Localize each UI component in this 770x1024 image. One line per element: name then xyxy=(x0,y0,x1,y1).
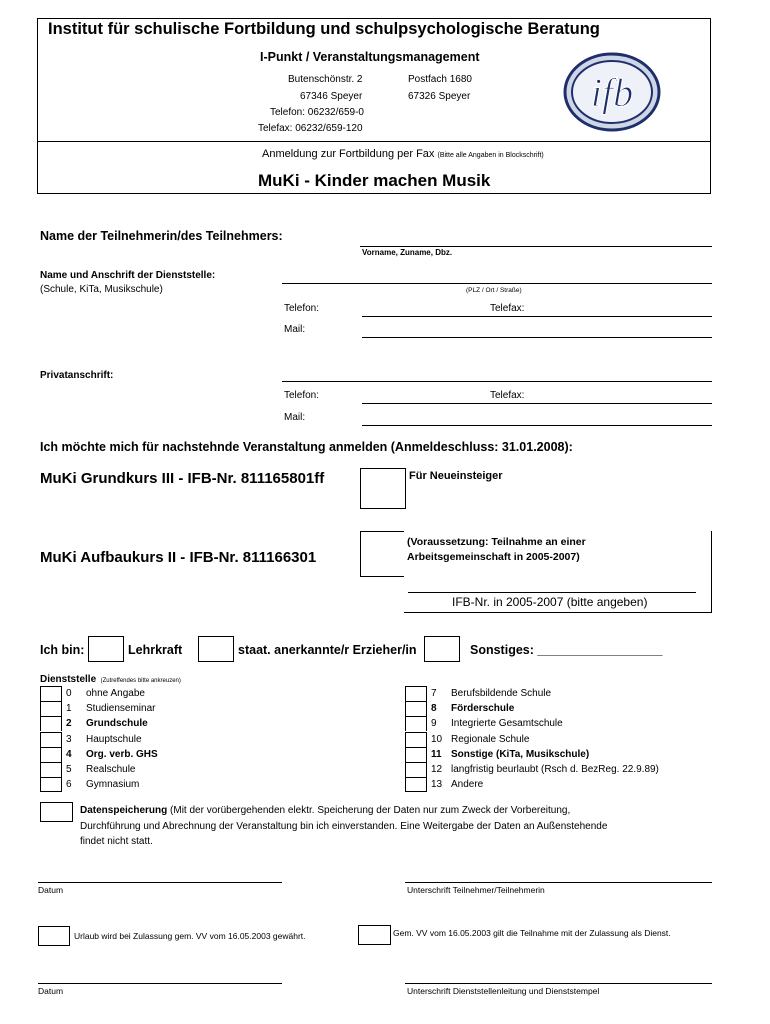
dienststelle-label: Hauptschule xyxy=(86,733,142,745)
dienststelle-label: Berufsbildende Schule xyxy=(451,688,552,699)
dienststelle-checkbox[interactable] xyxy=(405,777,427,792)
dienststelle-label: Org. verb. GHS xyxy=(86,748,158,760)
po-box: Postfach 1680 xyxy=(408,74,472,85)
dienststelle-checkbox[interactable] xyxy=(40,686,62,701)
dienststelle-number: 8 xyxy=(431,703,437,715)
dienststelle-number: 0 xyxy=(66,688,72,699)
dienststelle-checkbox[interactable] xyxy=(405,732,427,747)
office-fax-label: Telefax: xyxy=(490,303,525,314)
dienststelle-option xyxy=(405,701,514,716)
private-mail-line[interactable] xyxy=(362,425,712,426)
leave-granted-label: Urlaub wird bei Zulassung gem. VV vom 16.05.2003 gewährt. xyxy=(74,931,306,941)
dienststelle-label: Andere xyxy=(451,779,484,791)
office-address-sublabel: (Schule, KiTa, Musikschule) xyxy=(40,284,163,295)
institute-title: Institut für schulische Fortbildung und schulpsychologische Beratung xyxy=(48,20,600,38)
dienststelle-label: Regionale Schule xyxy=(451,733,530,745)
course1-title: MuKi Grundkurs III - IFB-Nr. 811165801ff xyxy=(40,470,325,487)
dienststelle-right-list xyxy=(405,686,735,793)
role-other-checkbox[interactable] xyxy=(424,636,460,662)
privacy-line2: Durchführung und Abrechnung der Veranstaltung bin ich einverstanden. Eine Weitergabe der Daten an Außenstehende xyxy=(80,821,608,832)
registration-heading: Ich möchte mich für nachstehnde Veranstaltung anmelden (Anmeldeschluss: 31.01.2008): xyxy=(40,440,573,454)
private-mail-label: Mail: xyxy=(284,412,306,423)
participant-name-line[interactable] xyxy=(360,246,712,247)
office-phone-line[interactable] xyxy=(362,316,712,317)
dienststelle-label: Integrierte Gesamtschule xyxy=(451,718,563,730)
dienststelle-option xyxy=(40,686,145,701)
dienststelle-checkbox[interactable] xyxy=(405,686,427,701)
course2-note-line1: (Voraussetzung: Teilnahme an einer xyxy=(407,536,586,548)
date1-line[interactable] xyxy=(38,882,282,883)
course2-note-line2: Arbeitsgemeinschaft in 2005-2007) xyxy=(407,551,580,563)
dienststelle-option xyxy=(405,762,659,777)
dienststelle-option xyxy=(40,777,139,792)
header-box xyxy=(37,18,711,194)
dienststelle-option xyxy=(405,686,551,701)
dienststelle-number: 9 xyxy=(431,718,437,730)
dienststelle-checkbox[interactable] xyxy=(40,747,62,762)
dienststelle-option xyxy=(40,701,155,716)
dienststelle-number: 10 xyxy=(431,733,443,745)
po-city: 67326 Speyer xyxy=(408,91,471,102)
dienststelle-checkbox[interactable] xyxy=(405,701,427,716)
ifb-logo xyxy=(562,51,662,133)
duty-label: Gem. VV vom 16.05.2003 gilt die Teilnahme mit der Zulassung als Dienst. xyxy=(393,928,671,938)
dienststelle-number: 6 xyxy=(66,779,72,791)
dienststelle-option xyxy=(405,732,529,747)
dienststelle-option xyxy=(405,777,483,792)
phone-number: Telefon: 06232/659-0 xyxy=(270,107,364,118)
supervisor-signature-label: Unterschrift Dienststellenleitung und Dienststempel xyxy=(407,986,600,996)
supervisor-signature-line[interactable] xyxy=(405,983,712,984)
role-educator-label: staat. anerkannte/r Erzieher/in xyxy=(238,643,417,657)
office-address-label: Name und Anschrift der Dienststelle: xyxy=(40,270,216,281)
dienststelle-option xyxy=(40,716,148,731)
participant-signature-line[interactable] xyxy=(405,882,712,883)
dienststelle-label: Studienseminar xyxy=(86,703,156,715)
private-address-line[interactable] xyxy=(282,381,712,382)
office-mail-line[interactable] xyxy=(362,337,712,338)
private-phone-label: Telefon: xyxy=(284,390,320,401)
dienststelle-checkbox[interactable] xyxy=(40,716,62,731)
duty-checkbox[interactable] xyxy=(358,925,391,945)
dienststelle-number: 5 xyxy=(66,764,72,775)
date2-label: Datum xyxy=(38,986,64,996)
office-address-line[interactable] xyxy=(282,283,712,284)
dienststelle-option xyxy=(40,747,158,762)
privacy-consent-checkbox[interactable] xyxy=(40,802,73,822)
dienststelle-heading: Dienststelle (Zutreffendes bitte ankreuzen) xyxy=(40,674,181,685)
date1-label: Datum xyxy=(38,885,64,895)
fax-number: Telefax: 06232/659-120 xyxy=(258,123,363,134)
private-fax-label: Telefax: xyxy=(490,390,525,401)
role-teacher-checkbox[interactable] xyxy=(88,636,124,662)
role-other-label: Sonstiges: __________________ xyxy=(470,643,663,657)
dienststelle-option xyxy=(405,747,589,762)
date2-line[interactable] xyxy=(38,983,282,984)
private-phone-line[interactable] xyxy=(362,403,712,404)
department-subtitle: I-Punkt / Veranstaltungsmanagement xyxy=(260,50,480,64)
dienststelle-number: 12 xyxy=(431,764,443,775)
ifb-number-hint: IFB-Nr. in 2005-2007 (bitte angeben) xyxy=(452,595,648,609)
dienststelle-label: Gymnasium xyxy=(86,779,140,791)
dienststelle-checkbox[interactable] xyxy=(40,732,62,747)
dienststelle-label: Grundschule xyxy=(86,718,148,730)
event-title: MuKi - Kinder machen Musik xyxy=(258,171,491,190)
office-mail-label: Mail: xyxy=(284,324,306,335)
dienststelle-checkbox[interactable] xyxy=(405,716,427,731)
dienststelle-number: 1 xyxy=(66,703,72,715)
dienststelle-label: Realschule xyxy=(86,764,136,775)
dienststelle-number: 11 xyxy=(431,748,442,760)
office-address-hint: (PLZ / Ort / Straße) xyxy=(466,287,522,294)
dienststelle-label: langfristig beurlaubt (Rsch d. BezReg. 22.9.89) xyxy=(451,764,659,775)
dienststelle-checkbox[interactable] xyxy=(405,747,427,762)
role-teacher-label: Lehrkraft xyxy=(128,643,183,657)
office-phone-label: Telefon: xyxy=(284,303,320,314)
privacy-line1: Datenspeicherung (Mit der vorübergehenden elektr. Speicherung der Daten nur zum Zweck der Vorbereitung, xyxy=(80,805,571,816)
participant-name-hint: Vorname, Zuname, Dbz. xyxy=(362,248,453,257)
course1-checkbox[interactable] xyxy=(360,468,406,509)
dienststelle-option xyxy=(40,762,135,777)
dienststelle-number: 4 xyxy=(66,748,72,760)
address-street: Butenschönstr. 2 xyxy=(288,74,363,85)
dienststelle-number: 2 xyxy=(66,718,72,730)
dienststelle-checkbox[interactable] xyxy=(40,701,62,716)
svg-text:ifb: ifb xyxy=(590,70,634,115)
dienststelle-left-list xyxy=(40,686,340,793)
course1-note: Für Neueinsteiger xyxy=(409,470,503,482)
leave-granted-checkbox[interactable] xyxy=(38,926,70,946)
dienststelle-option xyxy=(405,716,563,731)
dienststelle-number: 13 xyxy=(431,779,443,791)
role-educator-checkbox[interactable] xyxy=(198,636,234,662)
course2-checkbox[interactable] xyxy=(360,531,406,577)
privacy-line3: findet nicht statt. xyxy=(80,836,153,847)
dienststelle-label: ohne Angabe xyxy=(86,688,145,699)
dienststelle-number: 3 xyxy=(66,733,72,745)
dienststelle-label: Sonstige (KiTa, Musikschule) xyxy=(451,748,590,760)
participant-signature-label: Unterschrift Teilnehmer/Teilnehmerin xyxy=(407,885,545,895)
dienststelle-label: Förderschule xyxy=(451,703,515,715)
participant-name-label: Name der Teilnehmerin/des Teilnehmers: xyxy=(40,229,283,243)
dienststelle-checkbox[interactable] xyxy=(405,762,427,777)
role-label: Ich bin: xyxy=(40,643,85,657)
dienststelle-checkbox[interactable] xyxy=(40,777,62,792)
private-address-label: Privatanschrift: xyxy=(40,370,114,381)
dienststelle-option xyxy=(40,732,142,747)
dienststelle-number: 7 xyxy=(431,688,437,699)
header-divider xyxy=(38,141,710,142)
address-city: 67346 Speyer xyxy=(300,91,363,102)
course2-title: MuKi Aufbaukurs II - IFB-Nr. 811166301 xyxy=(40,549,317,566)
dienststelle-checkbox[interactable] xyxy=(40,762,62,777)
fax-registration-note: Anmeldung zur Fortbildung per Fax (Bitte alle Angaben in Blockschrift) xyxy=(262,148,544,160)
ifb-number-line[interactable] xyxy=(408,592,696,593)
